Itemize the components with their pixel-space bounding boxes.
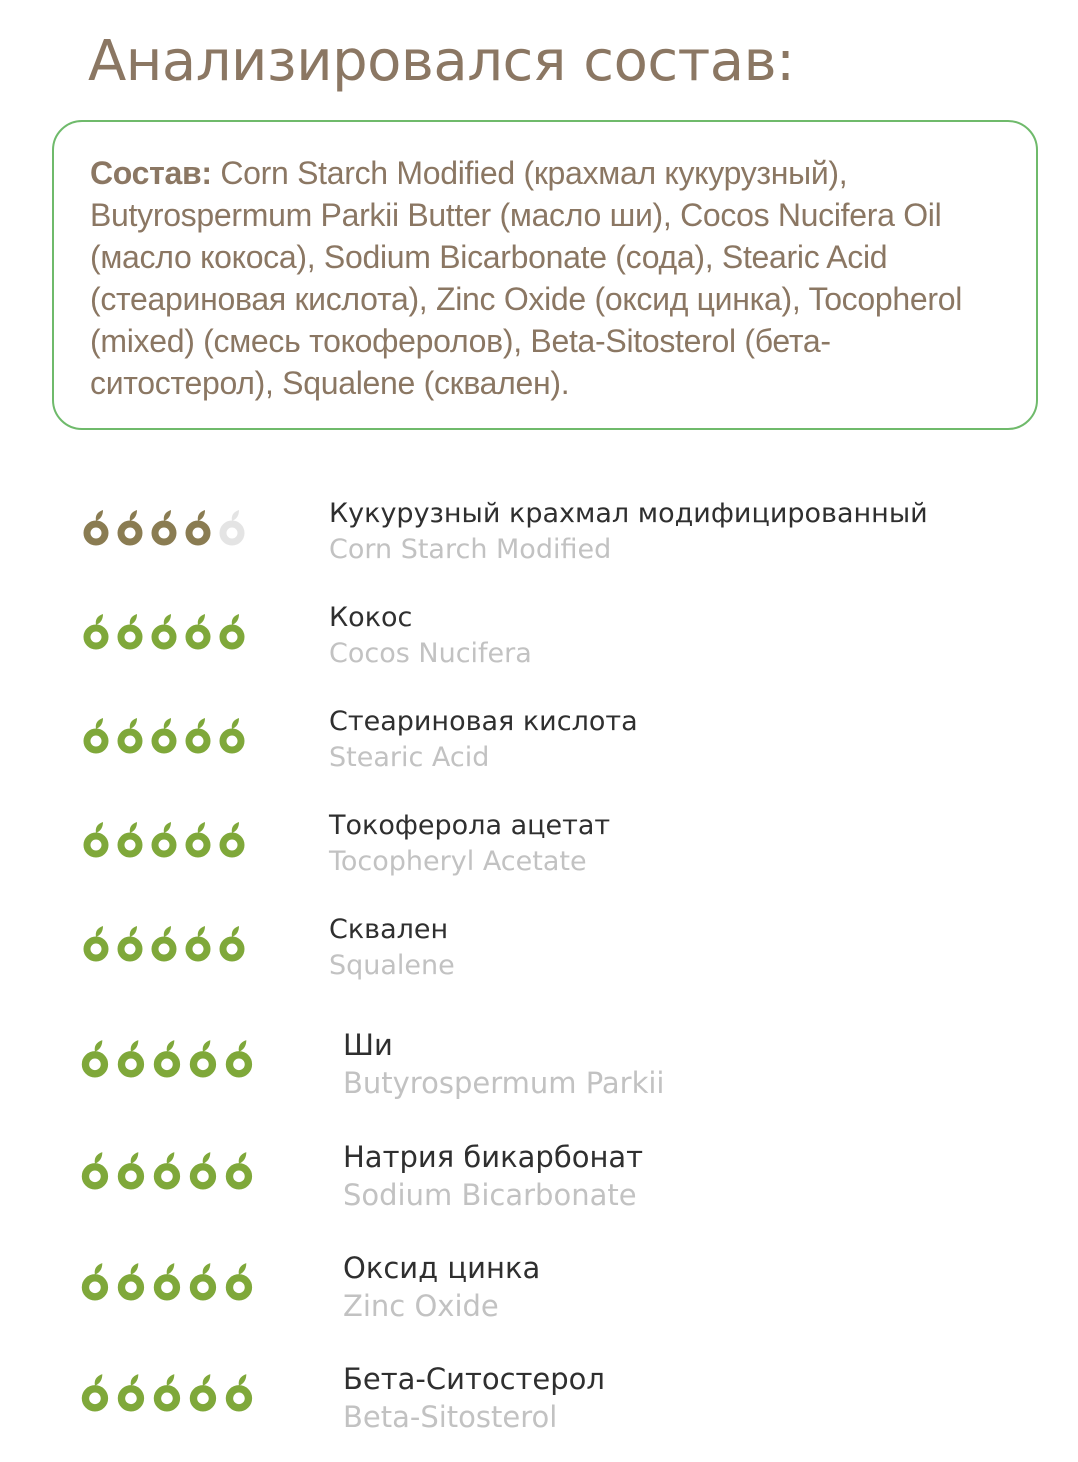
rating-pip-filled-icon [150, 924, 180, 962]
ingredient-text [329, 496, 928, 568]
safety-rating [80, 1150, 256, 1190]
rating-pip-filled-icon [116, 1261, 148, 1301]
rating-pip-filled-icon [224, 1261, 256, 1301]
composition-ingredients: Corn Starch Modified (крахмал кукурузный), Butyrospermum Parkii Butter (масло ши), Cocos Nucifera Oil (масло кокоса), Sodium Bicarbonate (сода), Stearic Acid (стеариновая кислота), Zinc Oxide (оксид цинка), Tocopherol (mixed) (смесь токоферолов), Beta-Sitosterol (бета-ситостерол), Squalene (сквален). [90, 155, 963, 401]
rating-pip-filled-icon [188, 1261, 220, 1301]
ingredient-text [329, 704, 638, 776]
safety-rating [82, 820, 248, 858]
ingredient-name: Натрия бикарбонат [343, 1140, 644, 1174]
ingredient-row [0, 912, 1078, 992]
rating-pip-filled-icon [188, 1150, 220, 1190]
rating-pip-filled-icon [152, 1372, 184, 1412]
safety-rating [82, 508, 248, 546]
rating-pip-filled-icon [82, 508, 112, 546]
rating-pip-filled-icon [184, 716, 214, 754]
ingredient-text [343, 1360, 605, 1436]
ingredient-inci-name: Zinc Oxide [343, 1289, 499, 1323]
rating-pip-filled-icon [80, 1261, 112, 1301]
ingredient-text [329, 600, 532, 672]
rating-pip-filled-icon [218, 820, 248, 858]
ingredient-text [329, 808, 610, 880]
rating-pip-filled-icon [80, 1038, 112, 1078]
rating-pip-filled-icon [184, 612, 214, 650]
rating-pip-filled-icon [116, 820, 146, 858]
safety-rating [82, 716, 248, 754]
ingredient-name: Оксид цинка [343, 1251, 541, 1285]
rating-pip-filled-icon [82, 716, 112, 754]
ingredient-name: Кукурузный крахмал модифицированный [329, 498, 928, 529]
rating-pip-filled-icon [224, 1372, 256, 1412]
rating-pip-filled-icon [188, 1038, 220, 1078]
rating-pip-filled-icon [150, 612, 180, 650]
composition-text [90, 152, 1008, 404]
ingredient-row [0, 496, 1078, 576]
rating-pip-filled-icon [152, 1038, 184, 1078]
rating-pip-filled-icon [116, 1150, 148, 1190]
rating-pip-filled-icon [116, 924, 146, 962]
rating-pip-filled-icon [116, 508, 146, 546]
ingredient-name: Ши [343, 1028, 393, 1062]
ingredient-row [0, 1024, 1078, 1104]
rating-pip-filled-icon [80, 1150, 112, 1190]
rating-pip-filled-icon [82, 820, 112, 858]
rating-pip-filled-icon [184, 924, 214, 962]
ingredient-row [0, 808, 1078, 888]
ingredient-name: Сквален [329, 914, 449, 945]
rating-pip-filled-icon [150, 508, 180, 546]
rating-pip-filled-icon [152, 1150, 184, 1190]
ingredient-inci-name: Sodium Bicarbonate [343, 1178, 637, 1212]
composition-label: Состав: [90, 155, 212, 191]
rating-pip-filled-icon [218, 612, 248, 650]
ingredient-inci-name: Squalene [329, 950, 455, 981]
rating-pip-filled-icon [116, 1038, 148, 1078]
safety-rating [82, 612, 248, 650]
ingredient-inci-name: Butyrospermum Parkii [343, 1066, 665, 1100]
safety-rating [80, 1372, 256, 1412]
ingredient-row [0, 704, 1078, 784]
rating-pip-filled-icon [184, 820, 214, 858]
rating-pip-filled-icon [82, 612, 112, 650]
ingredient-name: Бета-Ситостерол [343, 1362, 605, 1396]
rating-pip-filled-icon [80, 1372, 112, 1412]
rating-pip-empty-icon [218, 508, 248, 546]
ingredient-row [0, 1358, 1078, 1438]
ingredient-text [343, 1026, 665, 1102]
ingredient-name: Кокос [329, 602, 413, 633]
rating-pip-filled-icon [82, 924, 112, 962]
ingredient-name: Токоферола ацетат [329, 810, 611, 841]
rating-pip-filled-icon [152, 1261, 184, 1301]
rating-pip-filled-icon [150, 716, 180, 754]
rating-pip-filled-icon [218, 924, 248, 962]
ingredient-text [329, 912, 455, 984]
ingredient-name: Стеариновая кислота [329, 706, 638, 737]
ingredient-row [0, 1136, 1078, 1216]
composition-box [52, 120, 1038, 430]
ingredient-text [343, 1249, 540, 1325]
rating-pip-filled-icon [188, 1372, 220, 1412]
rating-pip-filled-icon [184, 508, 214, 546]
ingredient-inci-name: Cocos Nucifera [329, 638, 532, 669]
ingredient-inci-name: Beta-Sitosterol [343, 1400, 558, 1434]
rating-pip-filled-icon [224, 1150, 256, 1190]
safety-rating [80, 1261, 256, 1301]
rating-pip-filled-icon [224, 1038, 256, 1078]
ingredient-text [343, 1138, 643, 1214]
rating-pip-filled-icon [218, 716, 248, 754]
rating-pip-filled-icon [116, 716, 146, 754]
safety-rating [82, 924, 248, 962]
ingredient-row [0, 600, 1078, 680]
page-title: Анализировался состав: [88, 29, 795, 94]
rating-pip-filled-icon [116, 1372, 148, 1412]
ingredient-row [0, 1247, 1078, 1327]
ingredient-inci-name: Tocopheryl Acetate [329, 846, 587, 877]
rating-pip-filled-icon [116, 612, 146, 650]
ingredient-inci-name: Corn Starch Modified [329, 534, 612, 565]
safety-rating [80, 1038, 256, 1078]
rating-pip-filled-icon [150, 820, 180, 858]
ingredient-inci-name: Stearic Acid [329, 742, 490, 773]
